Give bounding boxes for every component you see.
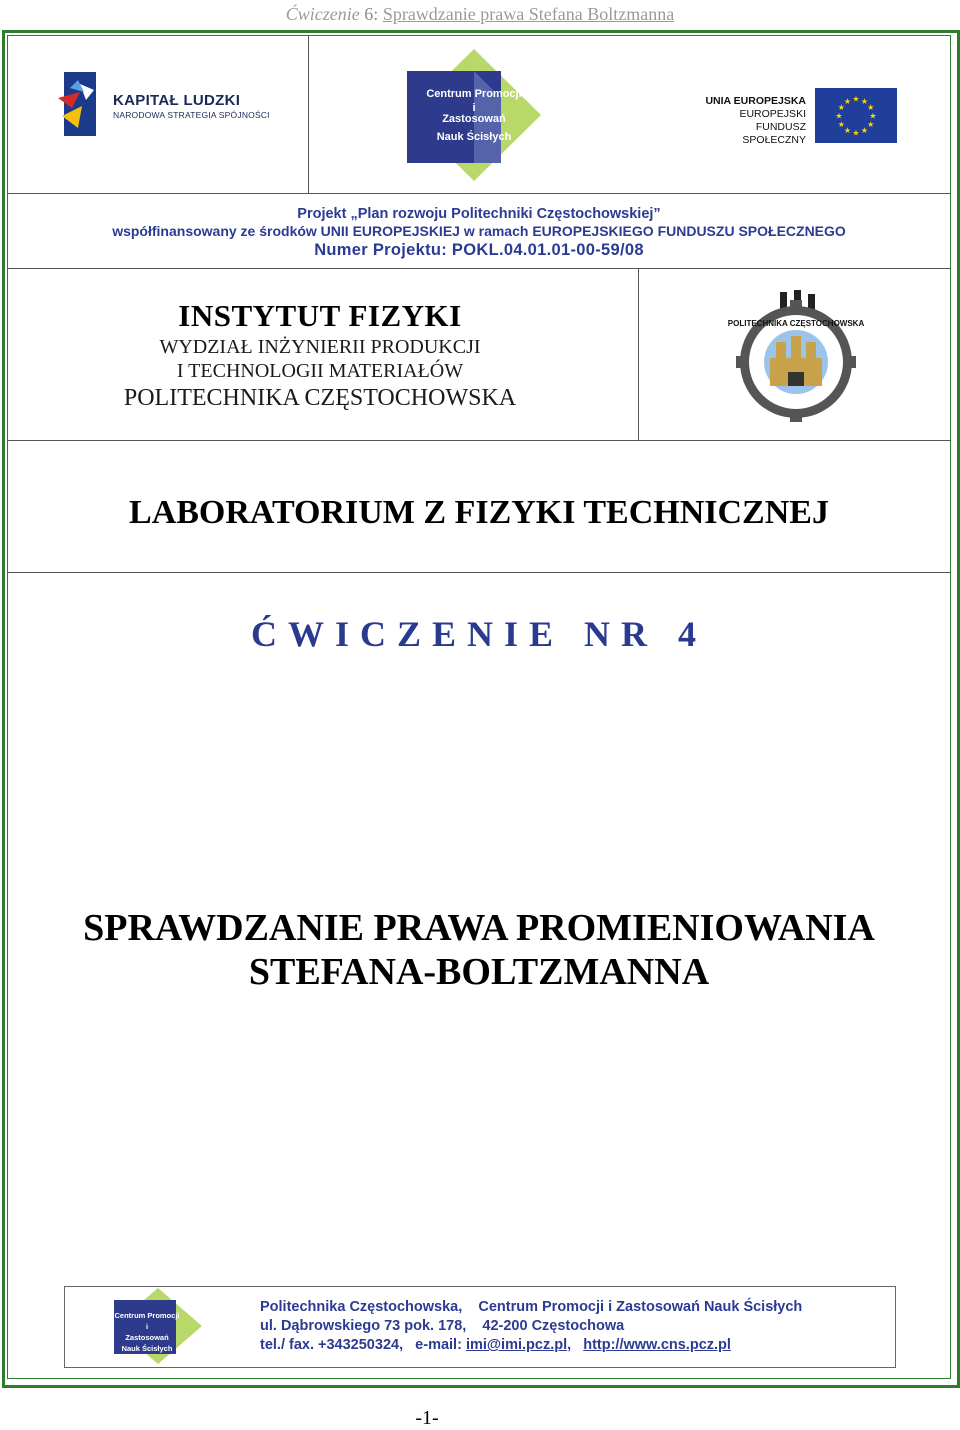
- eu-star-icon: ★: [869, 111, 877, 121]
- footer-url-link[interactable]: http://www.cns.pcz.pl: [583, 1337, 731, 1353]
- page-number: -1-: [415, 1407, 439, 1429]
- kapital-ludzki-emblem-icon: [58, 70, 108, 136]
- centrum-promocji-line3: Zastosowań: [442, 113, 506, 125]
- institute-title: INSTYTUT FIZYKI: [178, 298, 462, 333]
- project-line1: Projekt „Plan rozwoju Politechniki Częstochowskiej”: [297, 206, 661, 222]
- footer-line2: ul. Dąbrowskiego 73 pok. 178, 42-200 Częstochowa: [260, 1318, 625, 1334]
- divider-logos: [8, 193, 950, 194]
- centrum-promocji-line4: Nauk Ścisłych: [436, 131, 512, 143]
- exercise-title: ĆWICZENIE NR 4: [250, 614, 708, 654]
- unia-europejska-text: [696, 95, 806, 147]
- divider-institute: [8, 440, 950, 441]
- eu-star-icon: ★: [860, 126, 869, 136]
- kapital-ludzki-subtitle: NARODOWA STRATEGIA SPÓJNOŚCI: [113, 110, 270, 120]
- institute-line1: WYDZIAŁ INŻYNIERII PRODUKCJI: [159, 336, 481, 358]
- eu-star-icon: ★: [843, 96, 852, 106]
- institute-line2: I TECHNOLOGII MATERIAŁÓW: [176, 360, 464, 382]
- footer-line3: [260, 1337, 731, 1353]
- running-header-label: Ćwiczenie: [285, 4, 360, 24]
- footer-contact: tel./ fax. +343250324, e-mail:: [260, 1337, 466, 1353]
- project-line2: współfinansowany ze środków UNII EUROPEJSKIEJ w ramach EUROPEJSKIEGO FUNDUSZU SPOŁECZNEGO: [112, 223, 846, 239]
- centrum-promocji-logo: [407, 49, 541, 181]
- eu-star-icon: ★: [835, 111, 843, 121]
- unia-line3: FUNDUSZ SPOŁECZNY: [742, 121, 806, 146]
- footer-line1: Politechnika Częstochowska, Centrum Promocji i Zastosowań Nauk Ścisłych: [260, 1299, 803, 1315]
- footer-centrum-line3: Zastosowań: [125, 1333, 169, 1342]
- eu-star-icon: ★: [867, 120, 875, 129]
- centrum-promocji-line1: Centrum Promocji: [426, 88, 522, 100]
- running-header: [0, 4, 960, 25]
- lab-title: LABORATORIUM Z FIZYKI TECHNICZNEJ: [129, 494, 829, 531]
- kapital-ludzki-title: KAPITAŁ LUDZKI: [113, 92, 241, 109]
- eu-star-icon: ★: [852, 94, 860, 104]
- footer-centrum-logo: [112, 1288, 202, 1364]
- footer-separator: ,: [567, 1337, 584, 1353]
- eu-star-icon: ★: [860, 96, 869, 106]
- footer-centrum-line1: Centrum Promocji: [114, 1311, 180, 1320]
- institute-line3: POLITECHNIKA CZĘSTOCHOWSKA: [123, 385, 517, 411]
- eu-star-icon: ★: [837, 120, 845, 129]
- project-number-text: Numer Projektu: POKL.04.01.01-00-59/08: [314, 241, 644, 259]
- centrum-promocji-line2: i: [472, 102, 476, 114]
- eu-star-icon: ★: [852, 128, 860, 138]
- project-number: [10, 241, 948, 260]
- footer-centrum-line4: Nauk Ścisłych: [121, 1344, 173, 1353]
- footer-email-link[interactable]: imi@imi.pcz.pl: [465, 1337, 568, 1353]
- unia-line1: UNIA EUROPEJSKA: [705, 95, 806, 107]
- eu-stars-icon: [815, 88, 897, 143]
- divider-lab: [8, 572, 950, 573]
- footer-centrum-line2: i: [145, 1322, 149, 1331]
- eu-star-icon: ★: [843, 126, 852, 136]
- running-header-number: 6:: [364, 4, 379, 24]
- footer-centrum-text: [112, 1310, 182, 1354]
- topic-line2: STEFANA-BOLTZMANNA: [248, 951, 710, 993]
- divider-institute-vertical: [638, 269, 639, 441]
- topic-line1: SPRAWDZANIE PRAWA PROMIENIOWANIA: [83, 907, 875, 949]
- seal-text: POLITECHNIKA CZĘSTOCHOWSKA: [727, 319, 865, 328]
- eu-star-icon: ★: [867, 103, 875, 112]
- divider-logos-vertical: [308, 36, 309, 193]
- unia-line2: EUROPEJSKI: [739, 108, 806, 120]
- eu-star-icon: ★: [837, 103, 845, 112]
- running-header-title: Sprawdzanie prawa Stefana Boltzmanna: [382, 4, 675, 24]
- university-seal-icon: [727, 288, 865, 422]
- divider-project: [8, 268, 950, 269]
- eu-flag-icon: [815, 88, 897, 143]
